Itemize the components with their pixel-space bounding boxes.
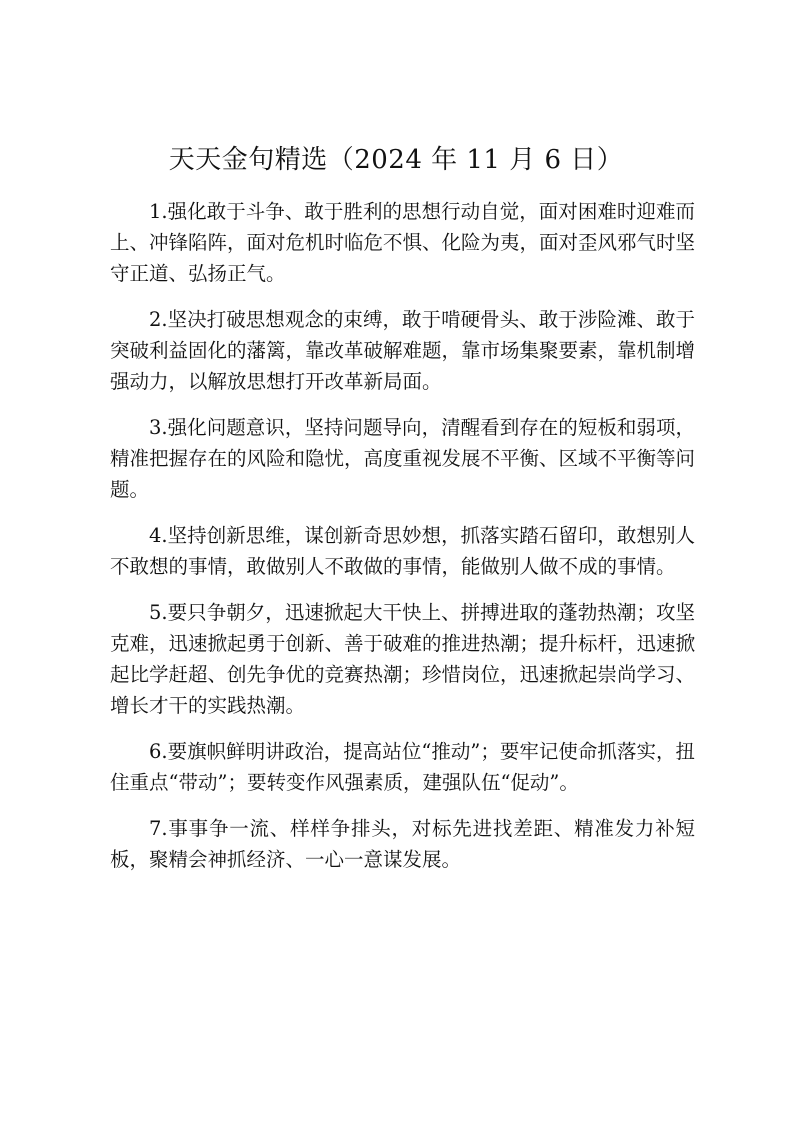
paragraph-1: 1.强化敢于斗争、敢于胜利的思想行动自觉，面对困难时迎难而上、冲锋陷阵，面对危机时临危不惧、化险为夷，面对歪风邪气时坚守正道、弘扬正气。 <box>110 200 696 285</box>
paragraph-5: 5.要只争朝夕，迅速掀起大干快上、拼搏进取的蓬勃热潮；攻坚克难，迅速掀起勇于创新、善于破难的推进热潮；提升标杆，迅速掀起比学赶超、创先争优的竞赛热潮；珍惜岗位，迅速掀起崇尚学习、增长才干的实践热潮。 <box>110 601 696 717</box>
document-title: 天天金句精选（2024 年 11 月 6 日） <box>168 145 624 175</box>
paragraph-3: 3.强化问题意识，坚持问题导向，清醒看到存在的短板和弱项，精准把握存在的风险和隐忧，高度重视发展不平衡、区域不平衡等问题。 <box>110 416 696 501</box>
paragraph-4: 4.坚持创新思维，谋创新奇思妙想，抓落实踏石留印，敢想别人不敢想的事情，敢做别人不敢做的事情，能做别人做不成的事情。 <box>110 524 695 578</box>
paragraph-7: 7.事事争一流、样样争排头，对标先进找差距、精准发力补短板，聚精会神抓经济、一心一意谋发展。 <box>110 817 695 871</box>
paragraph-2: 2.坚决打破思想观念的束缚，敢于啃硬骨头、敢于涉险滩、敢于突破利益固化的藩篱，靠改革破解难题，靠市场集聚要素，靠机制增强动力，以解放思想打开改革新局面。 <box>110 308 696 393</box>
document-body <box>110 196 695 890</box>
paragraph-6: 6.要旗帜鲜明讲政治，提高站位“推动”；要牢记使命抓落实，扭住重点“带动”；要转变作风强素质，建强队伍“促动”。 <box>110 740 695 794</box>
